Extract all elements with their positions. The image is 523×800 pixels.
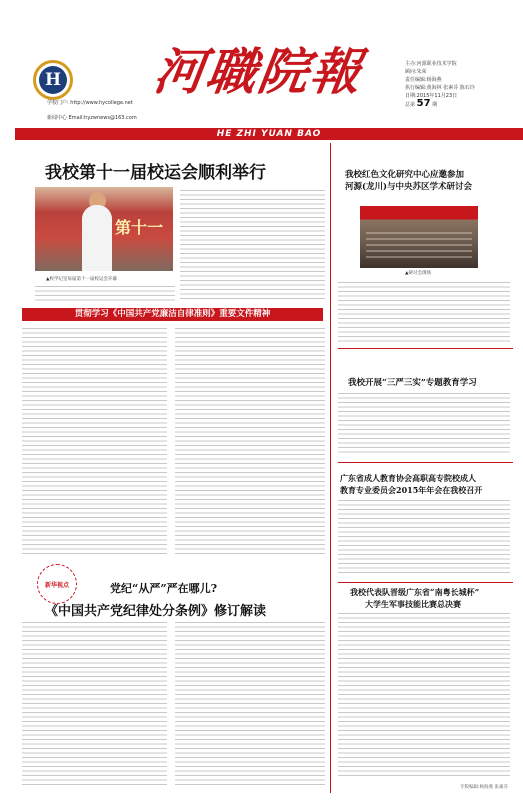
article3-body (338, 500, 510, 575)
lead-body-text-b (180, 190, 325, 302)
article4-body (338, 613, 510, 778)
info-exec-editors: 执行编辑:黄海林 张素芬 陈石玲 (405, 85, 475, 91)
article2-title: 我校开展“三严三实”专题教育学习 (348, 378, 477, 388)
xinhua-badge: 新华视点 (37, 564, 77, 604)
info-date: 日期:2015年11月23日 (405, 93, 458, 99)
sports-meet-photo (35, 187, 173, 271)
lead-body-text-a (35, 286, 175, 304)
article2-body (338, 393, 510, 455)
article3-title-line1: 广东省成人教育协会高职高专院校成人 (340, 473, 476, 483)
article1-body (338, 282, 510, 342)
logo-letter: H (39, 66, 67, 94)
publication-info (405, 60, 475, 109)
pinyin-banner: HE ZHI YUAN BAO (15, 128, 523, 140)
article3-title-line2: 教育专业委员会2015年年会在我校召开 (340, 485, 483, 495)
feature-headline: 贯彻学习《中国共产党廉洁自律准则》重要文件精神 (22, 308, 323, 321)
article4-title-line2: 大学生军事技能比赛总决赛 (365, 599, 461, 609)
issue-number: 总第 57 期 (405, 98, 438, 109)
bottom-body-right (175, 622, 325, 787)
newspaper-title: 河職院報 (150, 42, 367, 101)
article4-title-line1: 我校代表队晋级广东省“南粤长城杯” (350, 587, 480, 597)
page-footer: 专版编辑:杨海燕 张素芬 (460, 785, 508, 790)
seminar-photo-caption: ▲研讨会现场 (405, 271, 431, 276)
feature-body-right (175, 328, 325, 555)
lead-headline: 我校第十一届校运会顺利举行 (45, 163, 266, 183)
school-url: 学校门户: http://www.hycollege.net (47, 100, 133, 106)
photo-banner-text: 第十一 (115, 218, 164, 237)
bottom-body-left (22, 622, 167, 787)
info-sponsor: 主办:河源职业技术学院 (405, 61, 457, 67)
feature-body-left (22, 328, 167, 555)
bottom-headline-2: 《中国共产党纪律处分条例》修订解读 (45, 604, 267, 619)
info-advisor: 顾问:朱荣 (405, 69, 427, 75)
news-email: 新闻中心 Email:hyzwnews@163.com (47, 115, 137, 121)
info-editor: 责任编辑:杨海燕 (405, 77, 442, 83)
bottom-headline-1: 党纪“从严”严在哪儿? (110, 582, 218, 595)
school-logo (33, 60, 73, 100)
column-divider (330, 143, 331, 793)
seminar-photo (360, 206, 478, 268)
article1-title-line1: 我校红色文化研究中心应邀参加 (345, 170, 465, 180)
article1-title-line2: 河源(龙川)与中央苏区学术研讨会 (345, 182, 473, 192)
lead-photo-caption: ▲校学记室每届第十一届校运会开幕 (46, 277, 117, 282)
